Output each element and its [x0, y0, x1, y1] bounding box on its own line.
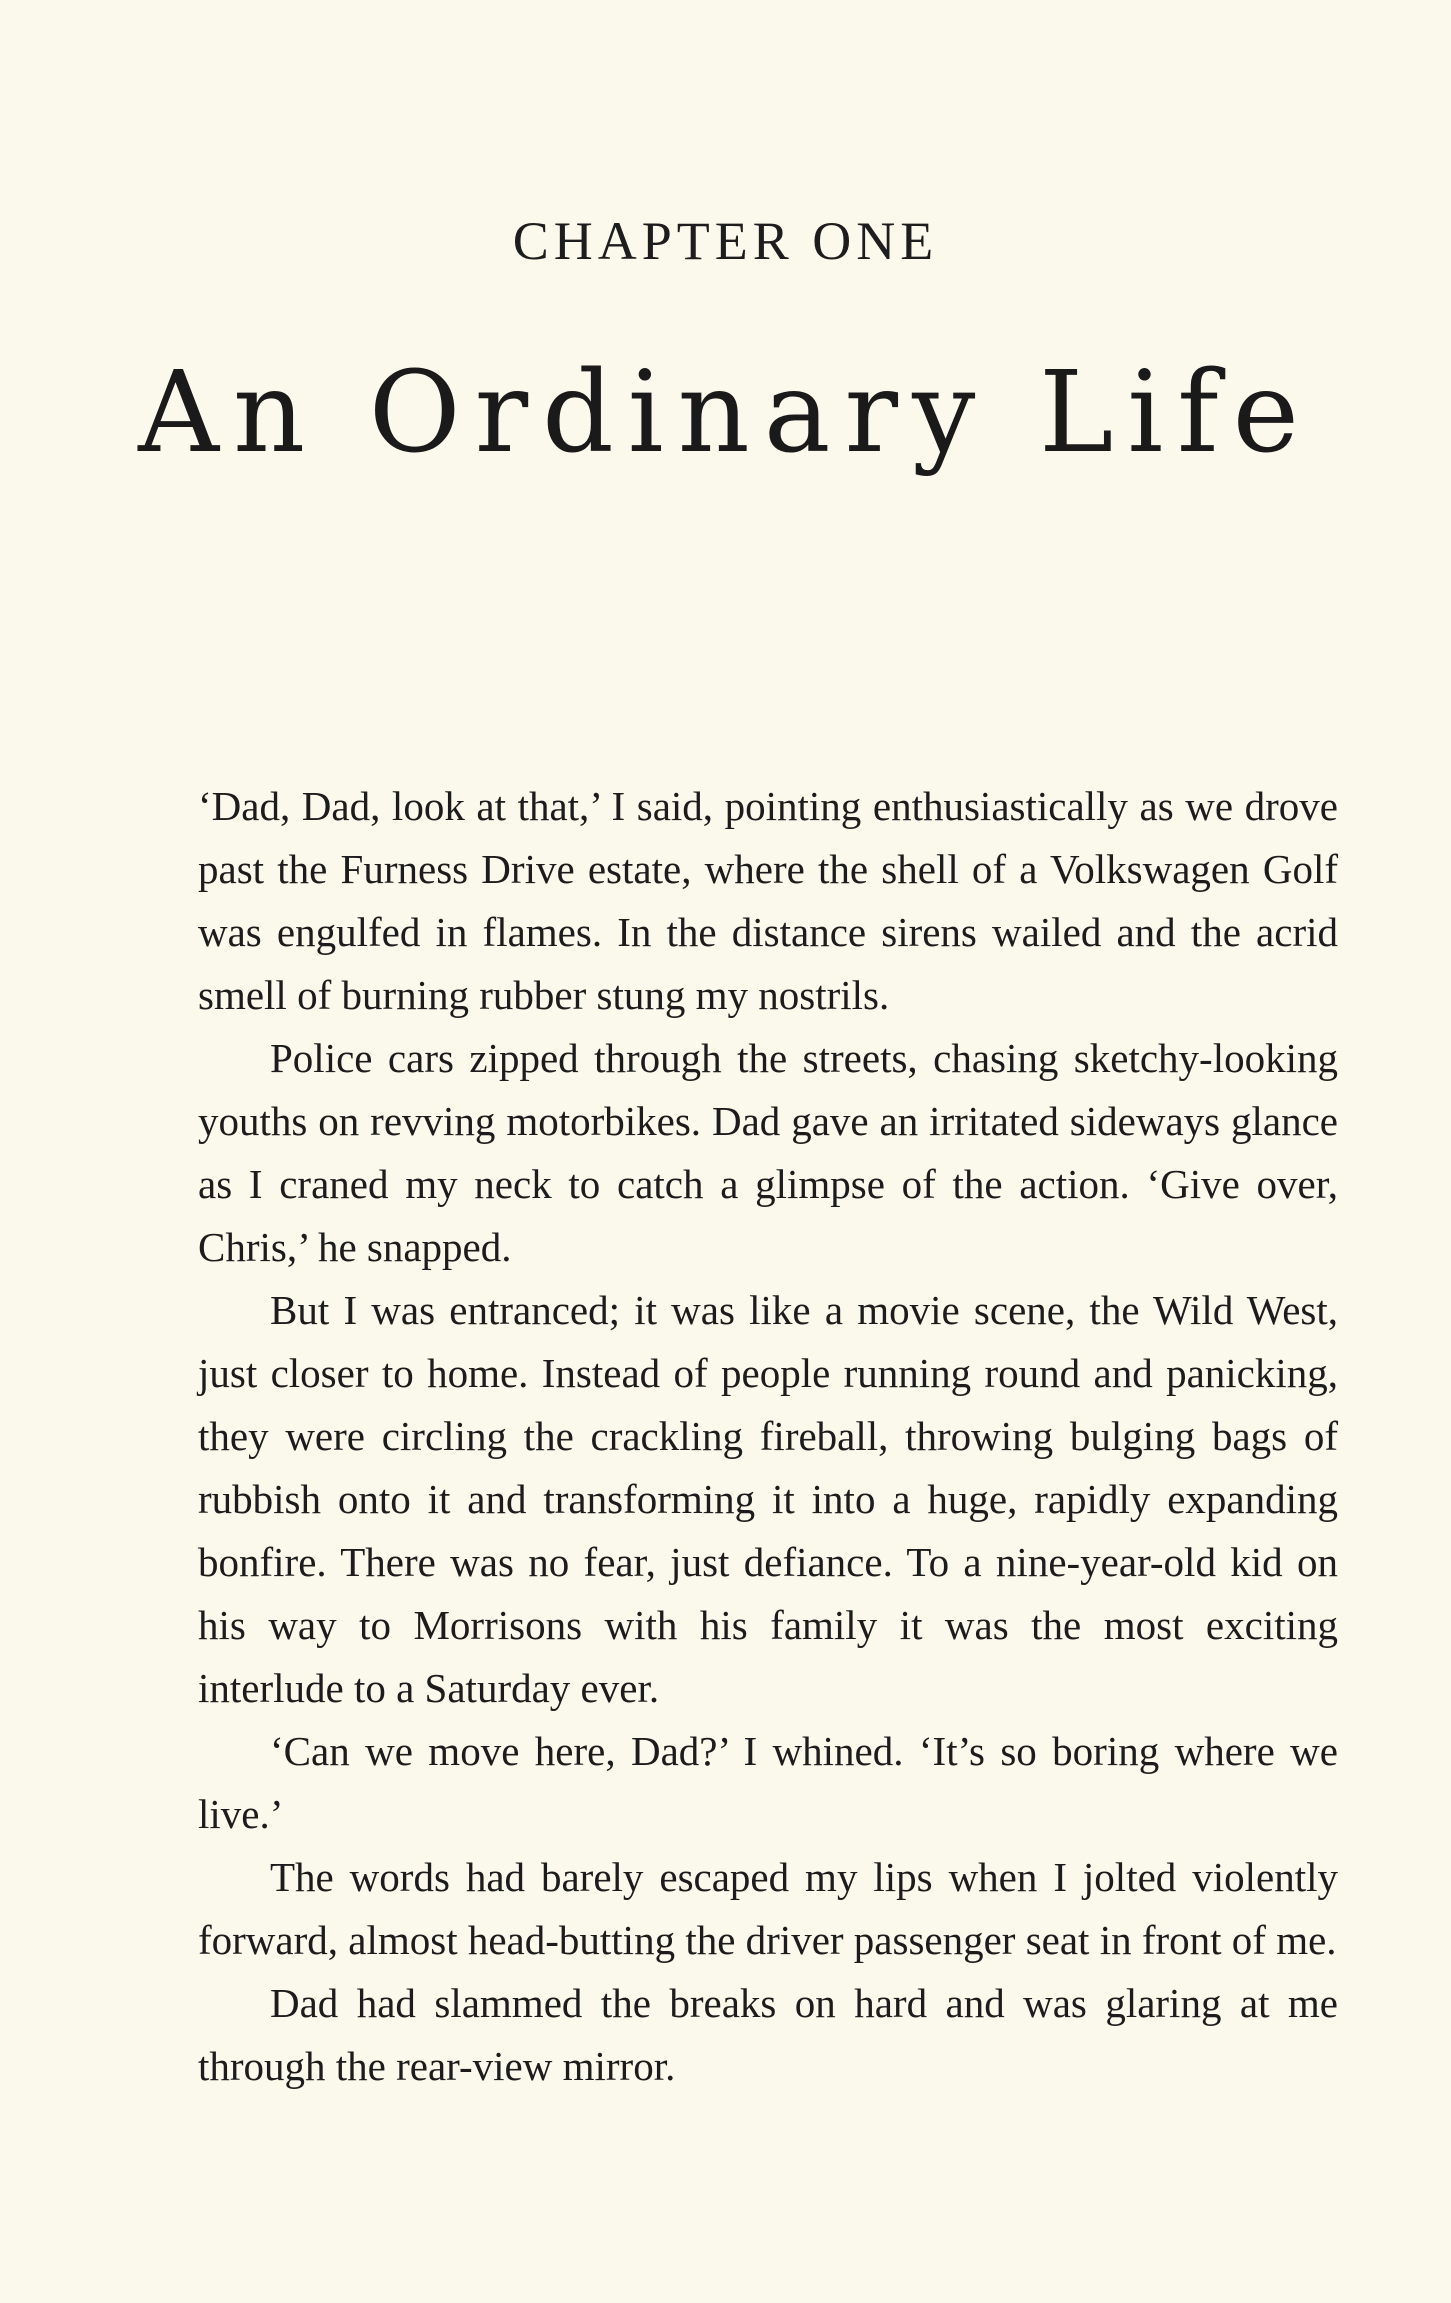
paragraph-3: But I was entranced; it was like a movie scene, the Wild West, just closer to home. Instead of people running round and panicking, they were circling the crackling fireball, throwing bulging bags of rubbish onto it and transforming it into a huge, rapidly expanding bonfire. There was no fear, just defiance. To a nine-year-old kid on his way to Morrisons with his family it was the most exciting interlude to a Saturday ever.	[198, 1287, 1338, 1711]
chapter-number: CHAPTER ONE	[512, 211, 939, 271]
paragraph-1: ‘Dad, Dad, look at that,’ I said, pointing enthusiastically as we drove past the Furness Drive estate, where the shell of a Volkswagen Golf was engulfed in flames. In the distance sirens wailed and the acrid smell of burning rubber stung my nostrils.	[198, 783, 1338, 1018]
chapter-title: An Ordinary Life	[138, 348, 1313, 478]
chapter-body	[198, 775, 1338, 2098]
paragraph-5: The words had barely escaped my lips when I jolted violently forward, almost head-butting the driver passenger seat in front of me.	[198, 1854, 1338, 1963]
paragraph-4: ‘Can we move here, Dad?’ I whined. ‘It’s so boring where we live.’	[198, 1728, 1338, 1837]
paragraph-6: Dad had slammed the breaks on hard and was glaring at me through the rear-view mirror.	[198, 1980, 1338, 2089]
paragraph-2: Police cars zipped through the streets, chasing sketchy-looking youths on revving motorbikes. Dad gave an irritated sideways glance as I craned my neck to catch a glimpse of the action. ‘Give over, Chris,’ he snapped.	[198, 1035, 1338, 1270]
